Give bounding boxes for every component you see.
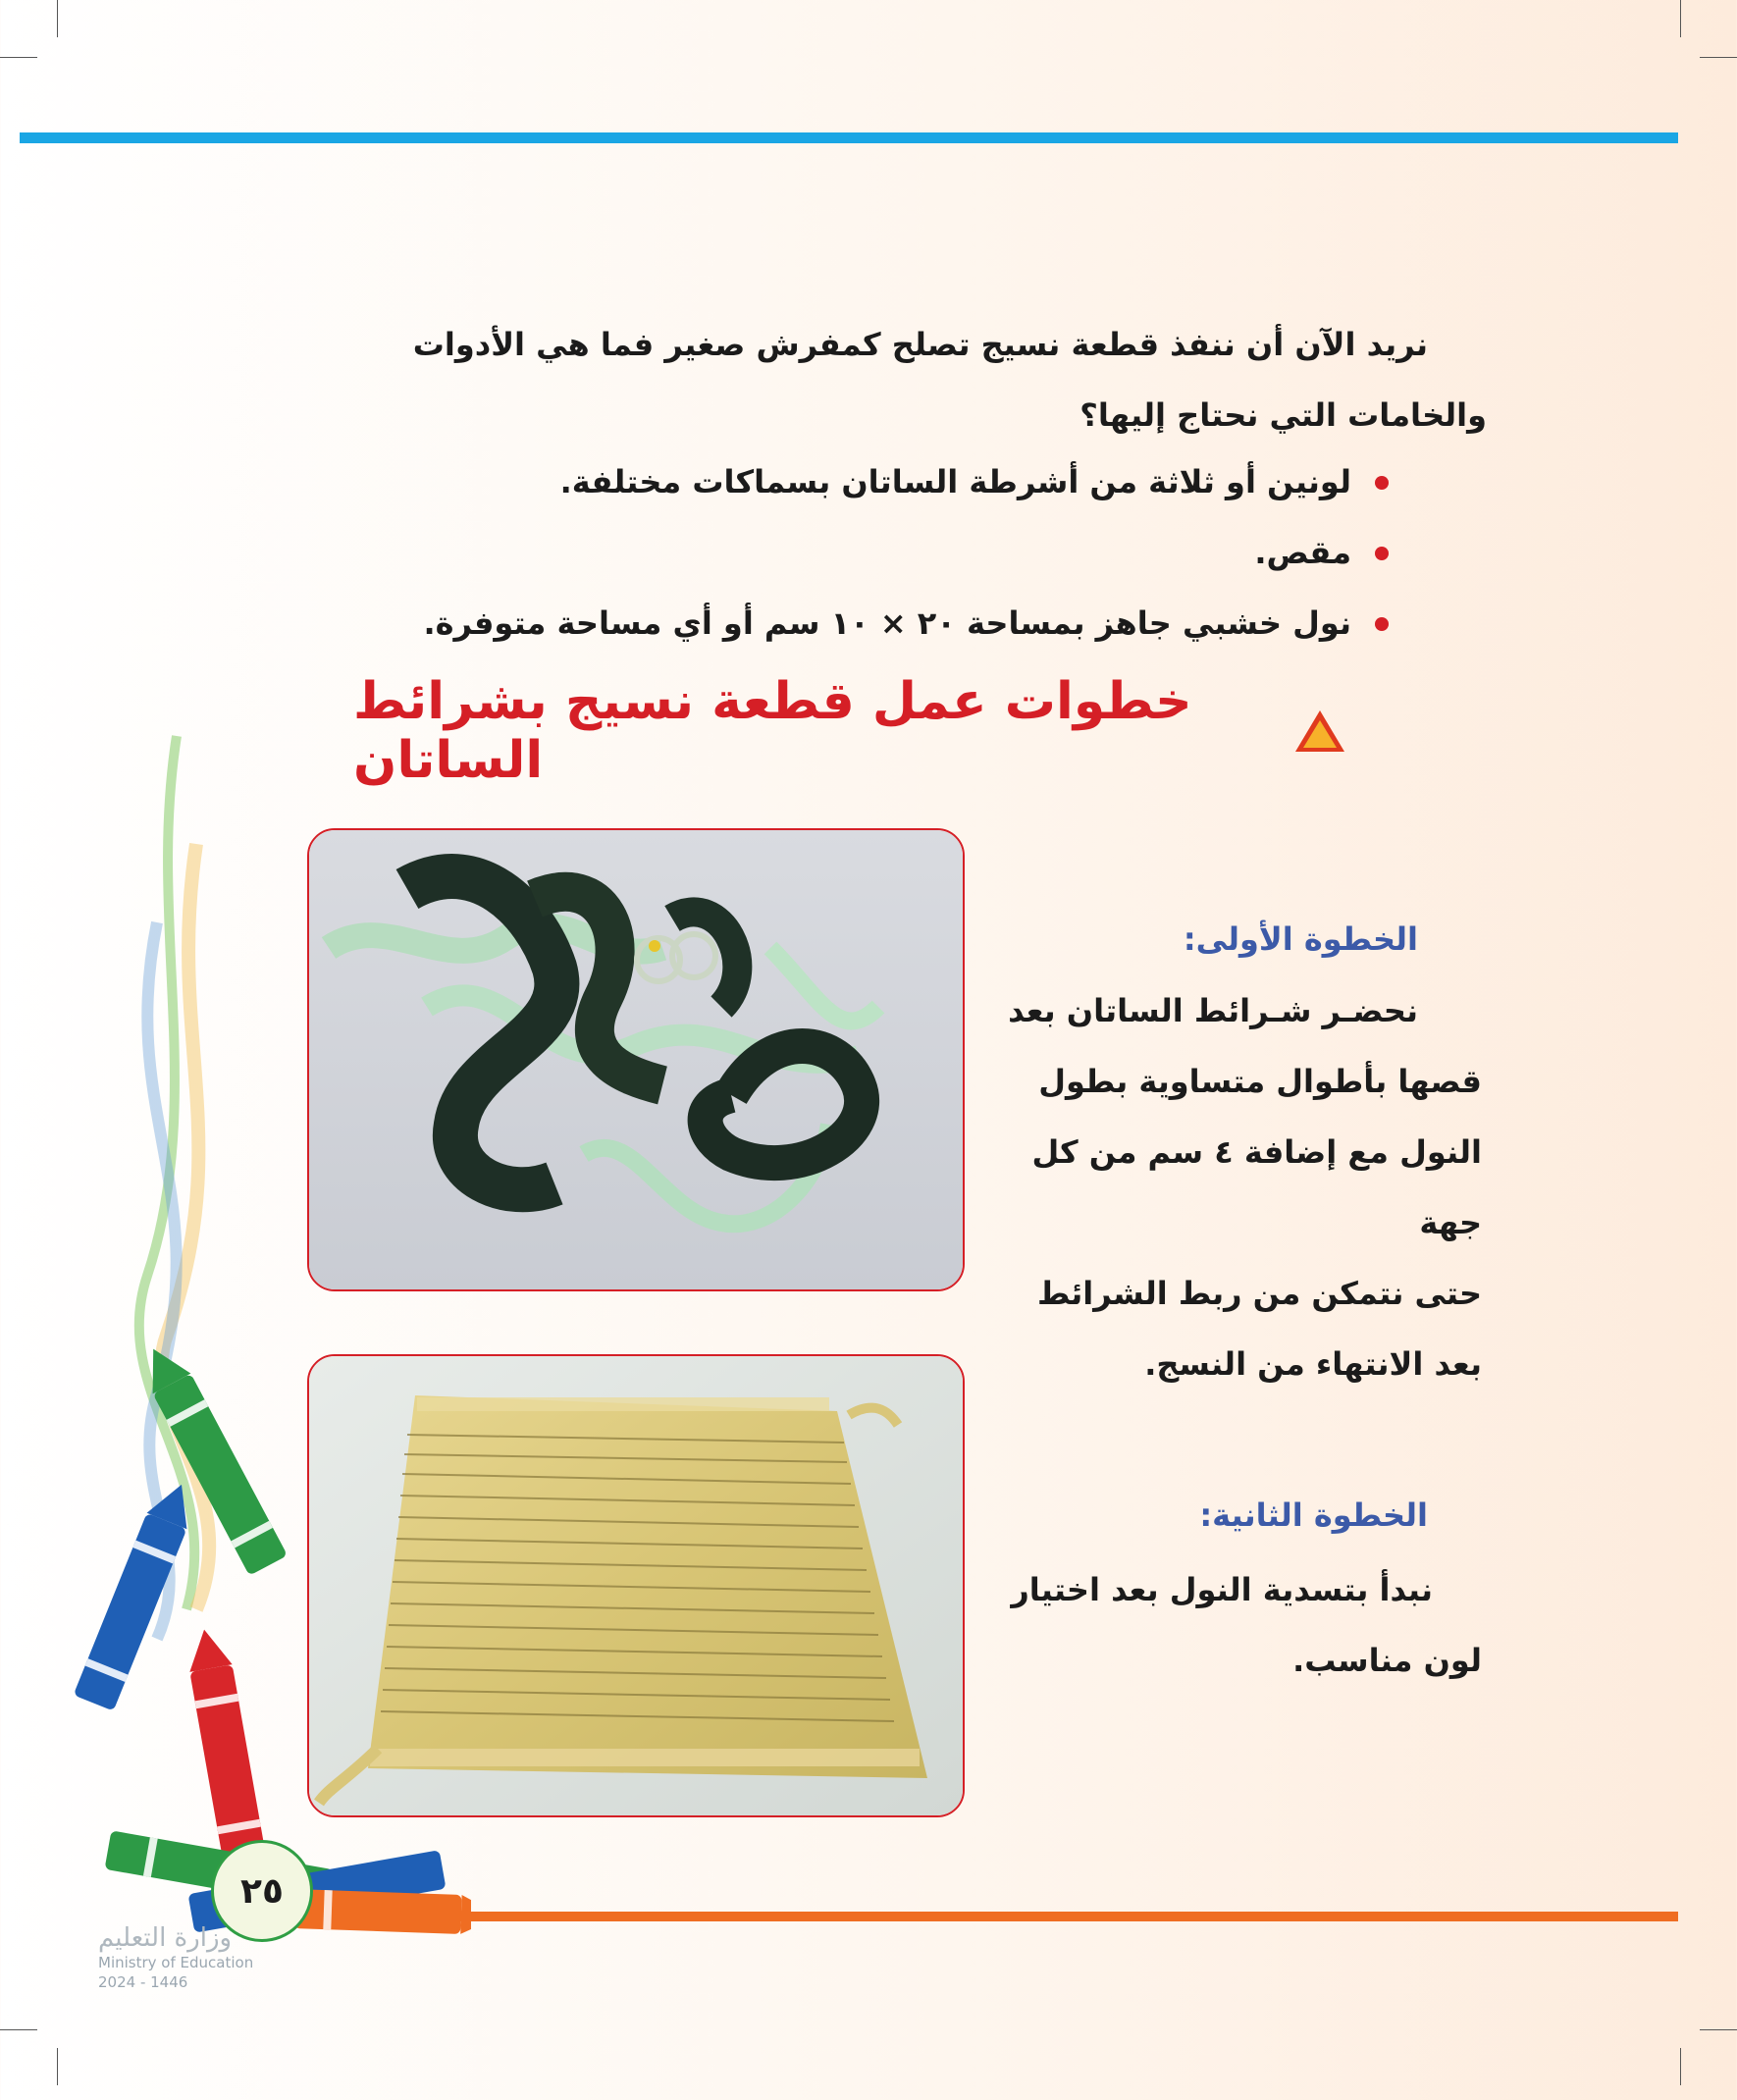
step-2-line: نبدأ بتسدية النول بعد اختيار [1011,1571,1433,1608]
trim-mark [0,57,37,58]
trim-mark [1680,0,1681,37]
warning-triangle-icon [1295,710,1344,752]
step-1-body [981,975,1482,1399]
list-item-text: مقص. [1254,534,1351,571]
step-1-line: قصها بأطوال متساوية بطول [1038,1063,1482,1100]
bullet-icon [1375,617,1389,631]
trim-mark [1700,57,1737,58]
bullet-icon [1375,476,1389,490]
ministry-footer [98,1923,294,1992]
trim-mark [1680,2048,1681,2085]
list-item [412,446,1389,517]
step-2-body [981,1554,1482,1696]
step-1-title: الخطوة الأولى: [1183,920,1418,958]
step-2-line: لون مناسب. [1292,1642,1482,1679]
section-heading [353,672,1344,790]
intro-paragraph [314,309,1487,450]
trim-mark [57,0,58,37]
bottom-accent-bar [432,1912,1678,1921]
step-1-line: النول مع إضافة ٤ سم من كل جهة [1031,1133,1482,1241]
trim-mark [1700,2029,1737,2030]
ministry-logo-arabic: وزارة التعليم [98,1923,233,1953]
list-item-text: نول خشبي جاهز بمساحة ٢٠ × ١٠ سم أو أي مساحة متوفرة. [423,604,1351,642]
list-item [412,517,1389,588]
intro-line: نريد الآن أن ننفذ قطعة نسيج تصلح كمفرش صغير فما هي الأدوات [412,326,1428,363]
tools-list [412,446,1389,658]
step-1-line: نحضـر شـرائط الساتان بعد [1008,992,1418,1029]
bullet-icon [1375,547,1389,560]
ministry-logo-english: Ministry of Education [98,1954,254,1971]
step-1-line: حتى نتمكن من ربط الشرائط [1036,1275,1482,1312]
step-1-line: بعد الانتهاء من النسج. [1144,1345,1482,1383]
page-number: ٢٥ [211,1840,313,1942]
edition-year: 2024 - 1446 [98,1973,188,1991]
list-item [412,588,1389,658]
section-heading-text: خطوات عمل قطعة نسيج بشرائط الساتان [353,672,1192,790]
intro-line: والخامات التي نحتاج إليها؟ [1079,396,1487,434]
list-item-text: لونين أو ثلاثة من أشرطة الساتان بسماكات مختلفة. [559,463,1351,500]
step-2-title: الخطوة الثانية: [1199,1496,1428,1534]
top-accent-bar [20,132,1678,143]
